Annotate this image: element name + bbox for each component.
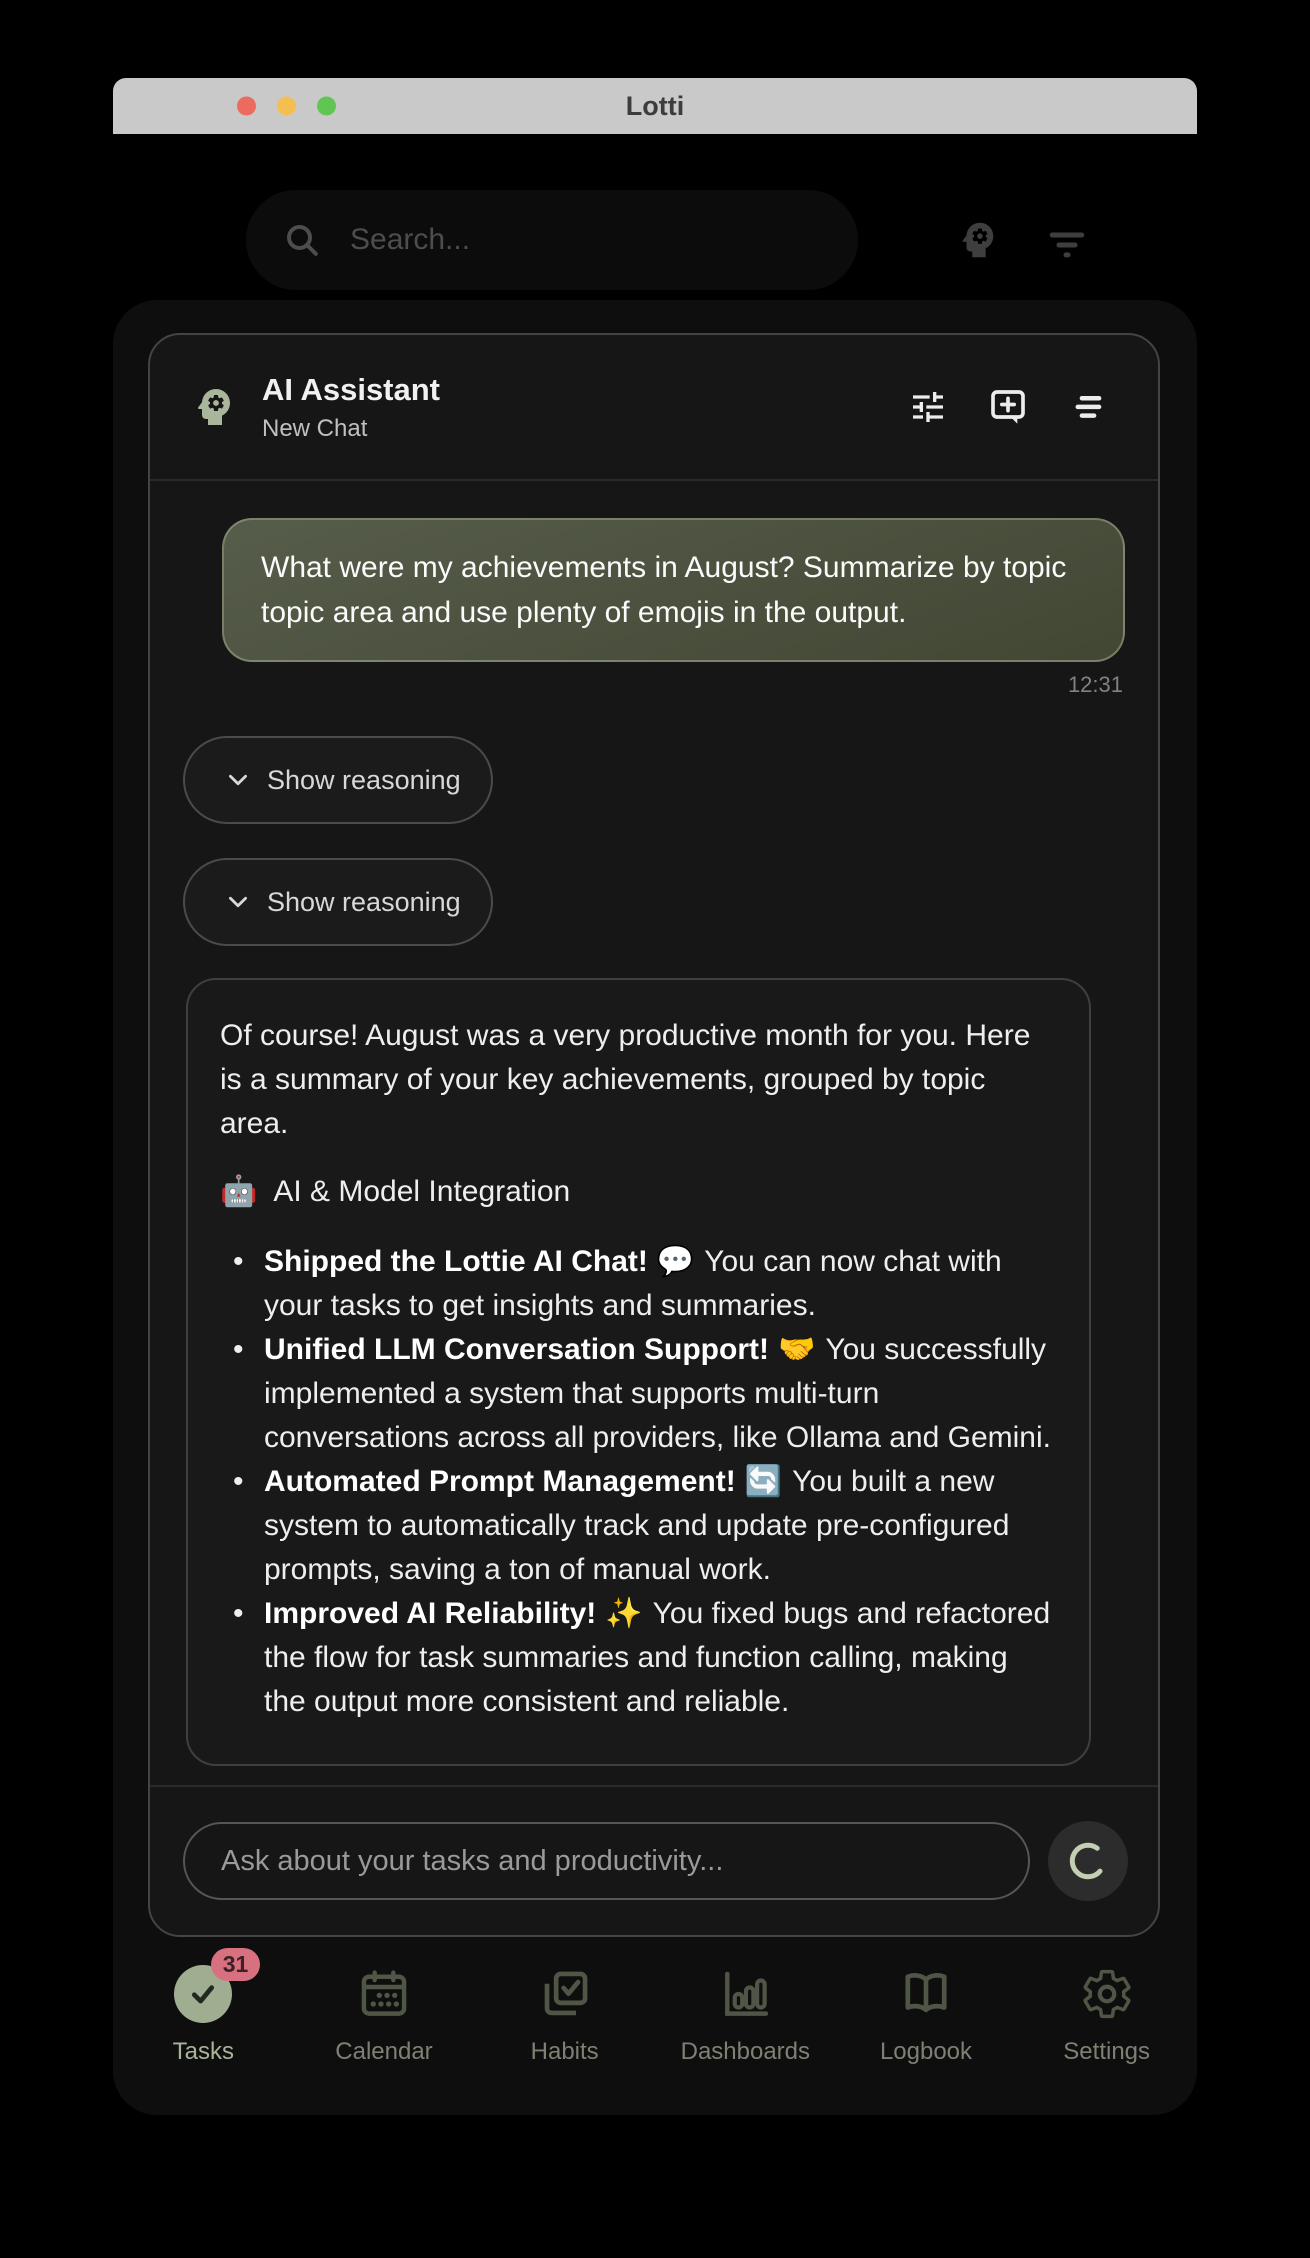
menu-lines-icon[interactable]	[1068, 387, 1108, 427]
chat-subtitle: New Chat	[262, 414, 368, 442]
tasks-count-badge: 31	[211, 1948, 261, 1981]
psychology-icon	[190, 383, 238, 431]
close-window-button[interactable]	[237, 97, 256, 116]
bullet-text: You can now chat with your tasks to get insights and summaries.	[264, 1245, 1002, 1322]
show-reasoning-label: Show reasoning	[267, 764, 461, 795]
nav-label-habits: Habits	[530, 2038, 599, 2065]
bullet-text: You fixed bugs and refactored the flow for task summaries and function calling, making the output more consistent and reliable.	[264, 1597, 1051, 1718]
new-chat-icon[interactable]	[988, 387, 1028, 427]
user-message-text: What were my achievements in August? Summarize by topic topic area and use plenty of emojis in the output.	[261, 551, 1067, 629]
assistant-message-bubble	[186, 978, 1091, 1766]
nav-label-logbook: Logbook	[879, 2038, 973, 2065]
nav-item-dashboards[interactable]	[655, 1962, 836, 2112]
search-icon	[282, 220, 322, 260]
show-reasoning-button[interactable]	[183, 736, 493, 824]
app-panel	[113, 300, 1197, 2115]
tune-settings-icon[interactable]	[908, 387, 948, 427]
list-item	[220, 1328, 1055, 1460]
chevron-down-icon	[225, 889, 251, 915]
search-bar[interactable]	[246, 190, 858, 290]
settings-icon-wrap	[1079, 1962, 1135, 2026]
tasks-icon-wrap	[174, 1951, 249, 2026]
chat-message-input[interactable]	[183, 1822, 1030, 1900]
dashboards-icon	[717, 1966, 773, 2022]
assistant-bullet-list	[220, 1240, 1055, 1724]
chat-message-list[interactable]	[150, 481, 1158, 1785]
chat-header-actions	[908, 387, 1108, 427]
minimize-window-button[interactable]	[277, 97, 296, 116]
ai-settings-button[interactable]	[955, 217, 1001, 263]
ai-chat-modal	[148, 333, 1160, 1937]
message-timestamp: 12:31	[1067, 672, 1123, 697]
logbook-icon	[898, 1966, 954, 2022]
nav-label-settings: Settings	[1063, 2038, 1151, 2065]
settings-gear-icon	[1079, 1966, 1135, 2022]
list-item	[220, 1240, 1055, 1328]
list-item	[220, 1592, 1055, 1724]
dashboards-icon-wrap	[717, 1962, 773, 2026]
assistant-intro-text: Of course! August was a very productive month for you. Here is a summary of your key achievements, grouped by topic area.	[220, 1019, 1031, 1140]
filter-button[interactable]	[1044, 221, 1090, 267]
bullet-bold-text: Unified LLM Conversation Support!	[264, 1333, 769, 1366]
nav-label-calendar: Calendar	[335, 2038, 433, 2065]
bullet-bold-text: Improved AI Reliability!	[264, 1597, 597, 1630]
send-button-loading[interactable]	[1048, 1821, 1128, 1901]
zoom-window-button[interactable]	[317, 97, 336, 116]
nav-label-dashboards: Dashboards	[680, 2038, 811, 2065]
bullet-text: You built a new system to automatically track and update pre-configured prompts, saving a ton of manual work.	[264, 1465, 1010, 1586]
user-message-bubble	[222, 518, 1125, 662]
logbook-icon-wrap	[898, 1962, 954, 2026]
sparkles-emoji: ✨	[605, 1597, 643, 1630]
chat-header	[150, 335, 1158, 481]
loading-spinner-icon	[1065, 1838, 1111, 1884]
chat-title: AI Assistant	[262, 371, 441, 407]
show-reasoning-label: Show reasoning	[267, 886, 461, 917]
habits-icon-wrap	[537, 1962, 593, 2026]
window-titlebar[interactable]	[113, 78, 1197, 134]
bullet-bold-text: Automated Prompt Management!	[264, 1465, 736, 1498]
speech-balloon-emoji: 💬	[656, 1245, 695, 1278]
assistant-avatar	[190, 383, 238, 431]
chat-header-text	[262, 372, 440, 443]
nav-label-tasks: Tasks	[172, 2038, 234, 2065]
window-title: Lotti	[625, 90, 685, 121]
bottom-navigation	[113, 1951, 1197, 2112]
habits-icon	[537, 1966, 593, 2022]
psychology-icon	[955, 217, 1001, 263]
nav-item-settings[interactable]	[1016, 1962, 1197, 2112]
nav-item-calendar[interactable]	[294, 1962, 475, 2112]
chat-input-area	[150, 1785, 1158, 1935]
arrows-cycle-emoji: 🔄	[744, 1465, 783, 1498]
nav-item-habits[interactable]	[474, 1962, 655, 2112]
robot-emoji: 🤖	[220, 1175, 258, 1208]
handshake-emoji: 🤝	[777, 1333, 816, 1366]
nav-item-logbook[interactable]	[836, 1962, 1017, 2112]
calendar-icon-wrap	[356, 1962, 412, 2026]
calendar-icon	[356, 1966, 412, 2022]
bullet-bold-text: Shipped the Lottie AI Chat!	[264, 1245, 648, 1278]
filter-icon	[1044, 221, 1090, 267]
chevron-down-icon	[225, 767, 251, 793]
bullet-text: You successfully implemented a system that supports multi-turn conversations across all providers, like Ollama and Gemini.	[264, 1333, 1051, 1454]
list-item	[220, 1460, 1055, 1592]
assistant-section-heading	[220, 1170, 1055, 1214]
nav-item-tasks[interactable]	[113, 1951, 294, 2112]
section-heading-text: AI & Model Integration	[273, 1175, 571, 1208]
search-input[interactable]	[348, 222, 782, 258]
show-reasoning-button[interactable]	[183, 858, 493, 946]
